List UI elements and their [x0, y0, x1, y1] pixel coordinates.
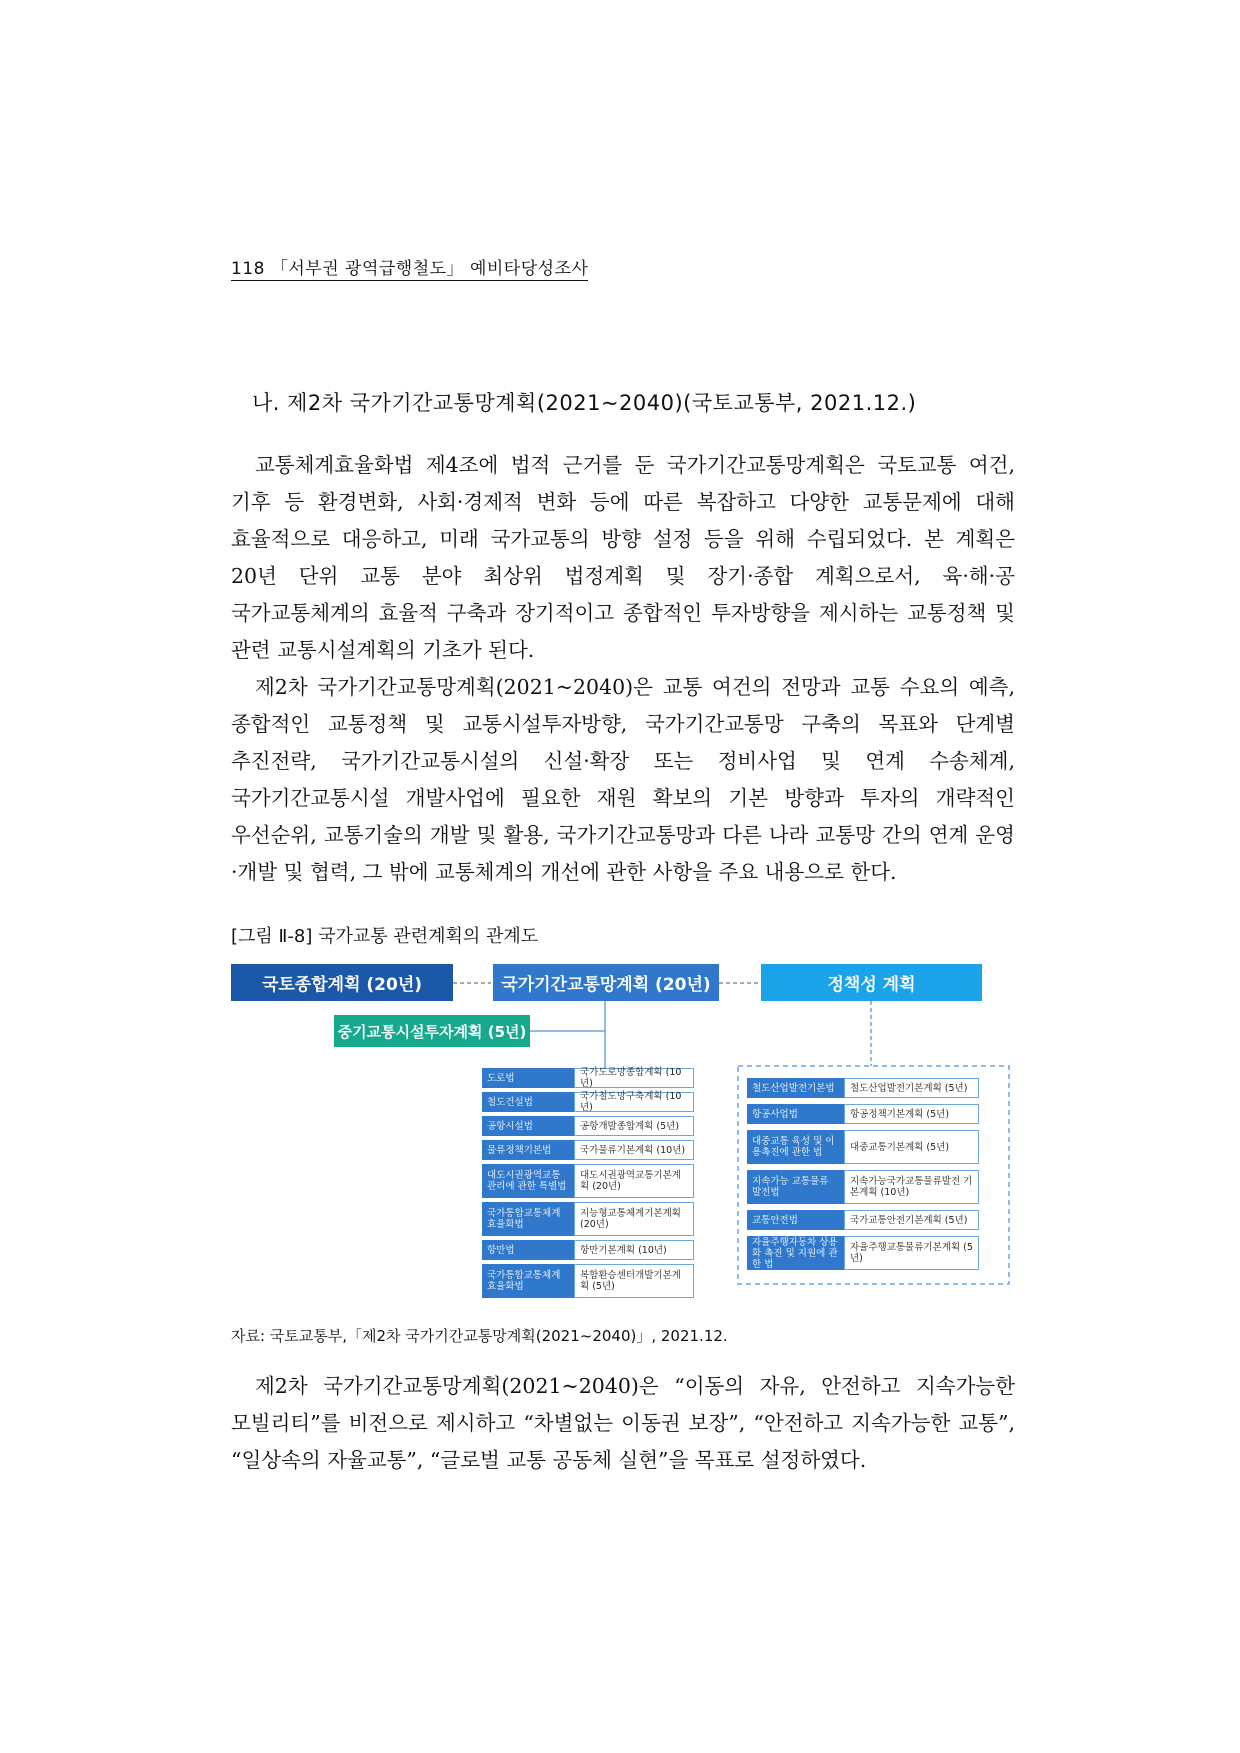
figure-caption: [그림 Ⅱ-8] 국가교통 관련계획의 관계도	[231, 926, 539, 947]
left-law-plan-name: 국가철도망구축계획 (10년)	[574, 1092, 694, 1112]
left-law-plan-name: 공항개발종합계획 (5년)	[574, 1116, 694, 1136]
right-law-law-name: 자율주행자동차 상용화 촉진 및 지원에 관한 법	[747, 1236, 844, 1270]
figure-source: 자료: 국토교통부,「제2차 국가기간교통망계획(2021~2040)」, 2021.12.	[231, 1327, 728, 1345]
left-law-plan-name: 국가도로망종합계획 (10년)	[574, 1068, 694, 1088]
left-law-row	[482, 1116, 694, 1136]
section-title: 나. 제2차 국가기간교통망계획(2021~2040)(국토교통부, 2021.12.)	[252, 391, 917, 415]
right-law-row	[747, 1078, 979, 1098]
left-law-law-name: 도로법	[482, 1068, 574, 1088]
right-law-law-name: 교통안전법	[747, 1210, 844, 1230]
left-law-law-name: 철도건설법	[482, 1092, 574, 1112]
relationship-diagram	[231, 960, 1011, 1320]
left-law-row	[482, 1068, 694, 1088]
left-law-plan-name: 대도시권광역교통기본계획 (20년)	[574, 1164, 694, 1198]
left-law-law-name: 국가통합교통체계 효율화법	[482, 1264, 574, 1298]
left-law-plan-name: 국가물류기본계획 (10년)	[574, 1140, 694, 1160]
left-law-law-name: 물류정책기본법	[482, 1140, 574, 1160]
paragraph-3: 제2차 국가기간교통망계획(2021~2040)은 “이동의 자유, 안전하고 지속가능한 모빌리티”를 비전으로 제시하고 “차별없는 이동권 보장”, “안전하고 지속가능한 교통”, “일상속의 자율교통”, “글로벌 교통 공동체 실현”을 목표로 설정하였다.	[231, 1374, 1015, 1472]
left-law-row	[482, 1164, 694, 1198]
right-law-plan-name: 철도산업발전기본계획 (5년)	[844, 1078, 979, 1098]
left-law-law-name: 대도시권광역교통 관리에 관한 특별법	[482, 1164, 574, 1198]
right-law-row	[747, 1104, 979, 1124]
right-law-row	[747, 1130, 979, 1164]
right-law-law-name: 대중교통 육성 및 이용촉진에 관한 법	[747, 1130, 844, 1164]
right-law-law-name: 철도산업발전기본법	[747, 1078, 844, 1098]
right-law-row	[747, 1236, 979, 1270]
right-law-row	[747, 1210, 979, 1230]
right-law-law-name: 항공사업법	[747, 1104, 844, 1124]
left-law-law-name: 항만법	[482, 1240, 574, 1260]
left-law-row	[482, 1240, 694, 1260]
midterm-plan-box: 중기교통시설투자계획 (5년)	[334, 1015, 530, 1047]
left-law-law-name: 공항시설법	[482, 1116, 574, 1136]
left-law-plan-name: 항만기본계획 (10년)	[574, 1240, 694, 1260]
right-law-plan-name: 대중교통기본계획 (5년)	[844, 1130, 979, 1164]
national-plan-box: 국토종합계획 (20년)	[231, 964, 453, 1001]
running-header: 118 「서부권 광역급행철도」 예비타당성조사	[231, 254, 588, 281]
left-law-law-name: 국가통합교통체계 효율화법	[482, 1202, 574, 1236]
backbone-plan-box: 국가기간교통망계획 (20년)	[493, 964, 719, 1001]
left-law-row	[482, 1092, 694, 1112]
right-law-law-name: 지속가능 교통물류 발전법	[747, 1170, 844, 1204]
paragraph-2: 제2차 국가기간교통망계획(2021~2040)은 교통 여건의 전망과 교통 수요의 예측, 종합적인 교통정책 및 교통시설투자방향, 국가기간교통망 구축의 목표와 단계별 추진전략, 국가기간교통시설의 신설·확장 또는 정비사업 및 연계 수송체계, 국가기간교통시설 개발사업에 필요한 재원 확보의 기본 방향과 투자의 개략적인 우선순위, 교통기술의 개발 및 활용, 국가기간교통망과 다른 나라 교통망 간의 연계 운영·개발 및 협력, 그 밖에 교통체계의 개선에 관한 사항을 주요 내용으로 한다.	[231, 675, 1015, 884]
right-law-row	[747, 1170, 979, 1204]
paragraph-1: 교통체계효율화법 제4조에 법적 근거를 둔 국가기간교통망계획은 국토교통 여건, 기후 등 환경변화, 사회·경제적 변화 등에 따른 복잡하고 다양한 교통문제에 대해 효율적으로 대응하고, 미래 국가교통의 방향 설정 등을 위해 수립되었다. 본 계획은 20년 단위 교통 분야 최상위 법정계획 및 장기·종합 계획으로서, 육·해·공 국가교통체계의 효율적 구축과 장기적이고 종합적인 투자방향을 제시하는 교통정책 및 관련 교통시설계획의 기초가 된다.	[231, 453, 1015, 662]
left-law-row	[482, 1140, 694, 1160]
right-law-plan-name: 지속가능국가교통물류발전 기본계획 (10년)	[844, 1170, 979, 1204]
right-law-plan-name: 항공정책기본계획 (5년)	[844, 1104, 979, 1124]
left-law-row	[482, 1202, 694, 1236]
policy-plan-box: 정책성 계획	[761, 964, 982, 1001]
right-law-plan-name: 자율주행교통물류기본계획 (5년)	[844, 1236, 979, 1270]
right-law-plan-name: 국가교통안전기본계획 (5년)	[844, 1210, 979, 1230]
left-law-plan-name: 복합환승센터개발기본계획 (5년)	[574, 1264, 694, 1298]
left-law-row	[482, 1264, 694, 1298]
left-law-plan-name: 지능형교통체계기본계획 (20년)	[574, 1202, 694, 1236]
